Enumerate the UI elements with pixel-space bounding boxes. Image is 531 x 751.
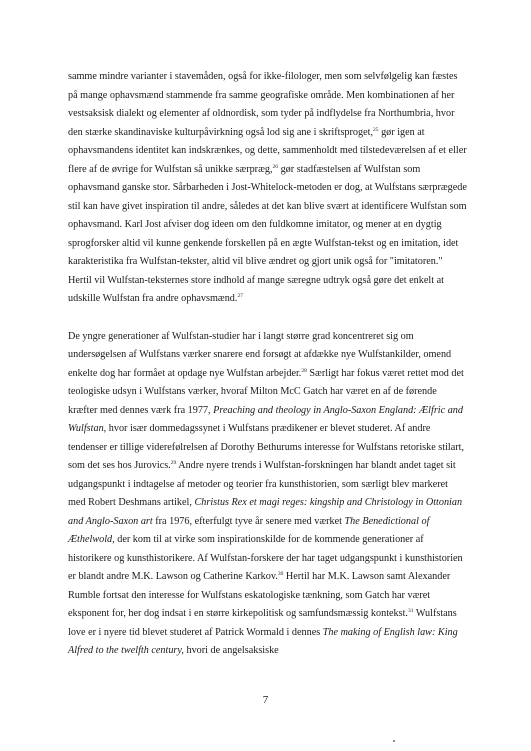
body-text (68, 68, 468, 661)
footnote-ref[interactable]: 30 (277, 571, 284, 577)
footnote-ref[interactable]: 31 (407, 608, 414, 614)
text-run: Wulfstans love er i nyere tid blevet studeret af Patrick Wormald i dennes (68, 608, 457, 638)
footnote-ref[interactable]: 25 (373, 126, 379, 133)
italic-title: Preaching and theology in Anglo-Saxon England: Ælfric and Wulfstan (68, 404, 463, 434)
footnote-ref[interactable]: 26 (272, 163, 279, 170)
text-run: gør stadfæstelsen af Wulfstan som ophavsmand ganske stor. Sårbarheden i Jost-Whitelock-metoden er dog, at Wulfstans særprægede stil kan have givet inspiration til andre, således at det kan blive svært at identificere Wulfstan som ophavsmand. Karl Jost afviser dog ideen om den fuldkomne imitator, og mener at en dygtig sprogforsker altid vil kunne genkende forskellen på en ægte Wulfstan-tekst og en imitation, idet karakteristika fra Wulfstan-tekster, altid vil blive ændret og gjort unik også for "imitatoren." Hertil vil Wulfstan-teksternes store indhold af mange særegne udtryk også gøre det enkelt at udskille Wulfstan fra andre ophavsmænd. (68, 163, 467, 304)
scan-mark (393, 740, 395, 742)
footnote-ref[interactable]: 28 (301, 367, 307, 374)
text-run: , hvor især dommedagssynet i Wulfstans prædikener er blevet studeret. Af andre tendenser er tillige viderefølrelsen af Dorothy Bethurums interesse for Wulfstans retoriske stilart, som det ses hos Jurovics. (68, 423, 465, 471)
page-number: 7 (262, 694, 269, 706)
text-run: hvori de angelsaksiske (183, 645, 279, 656)
footnote-ref[interactable]: 27 (237, 293, 243, 299)
text-run: Hertil har M.K. Lawson samt Alexander Rumble fortsat den interesse for Wulfstans eskatologiske tænkning, som Gatch har været eksponent for, her dog indsat i en større kirkepolitisk og samfundsmæssig kontekst. (68, 571, 451, 619)
text-run: Andre nyere trends i Wulfstan-forskningen har blandt andet taget sit udgangspunkt i indtagelse af metoder og teorier fra kunsthistorien, som særligt blev markeret med Robert Deshmans artikel, (68, 460, 456, 508)
italic-title: The making of English law: King Alfred to the twelfth century, (68, 626, 458, 656)
text-run: der kom til at virke som inspirationskilde for de kommende generationer af historikere og kunsthistorikere. Af Wulfstan-forskere der har taget udgangspunkt i kunsthistorien er blandt andre M.K. Lawson og Catherine Karkov. (68, 534, 463, 582)
paragraph-1 (68, 68, 468, 309)
italic-title: The Benedictional of Æthelwold, (68, 515, 430, 545)
text-run: De yngre generationer af Wulfstan-studier har i langt større grad koncentreret sig om undersøgelsen af Wulfstans værker snarere end forsøgt at afdække nye Wulfstankilder, omend enkelte dog har formået at opdage nye Wulfstan arbejder. (68, 330, 452, 379)
footnote-ref[interactable]: 29 (170, 460, 177, 466)
text-run: Særligt har fokus været rettet mod det teologiske udsyn i Wulfstans værker, hvoraf Milton McC Gatch har været en af de førende kræfter med dennes værk fra 1977, (68, 367, 464, 416)
paragraph-2 (68, 328, 468, 661)
text-run: samme mindre varianter i stavemåden, også for ikke-filologer, men som selvfølgelig kan fæstes på mange ophavsmænd stammende fra samme geografiske område. Men kombinationen af her vestsaksisk dialekt og elementer af oldnordisk, som tyder på indflydelse fra Northumbria, hvor den stærke skandinaviske kulturpåvirkning også lod sig ane i skriftsproget, (68, 71, 458, 138)
text-run: gør igen at ophavsmandens identitet kan indskrænkes, og dette, sammenholdt med tilstedeværelsen af et eller flere af de øvrige for Wulfstan så unikke særpræg, (68, 126, 467, 175)
italic-title: Christus Rex et magi reges: kingship and Christology in Ottonian and Anglo-Saxon art (68, 497, 463, 527)
text-run: fra 1976, efterfulgt tyve år senere med værket (152, 515, 345, 527)
